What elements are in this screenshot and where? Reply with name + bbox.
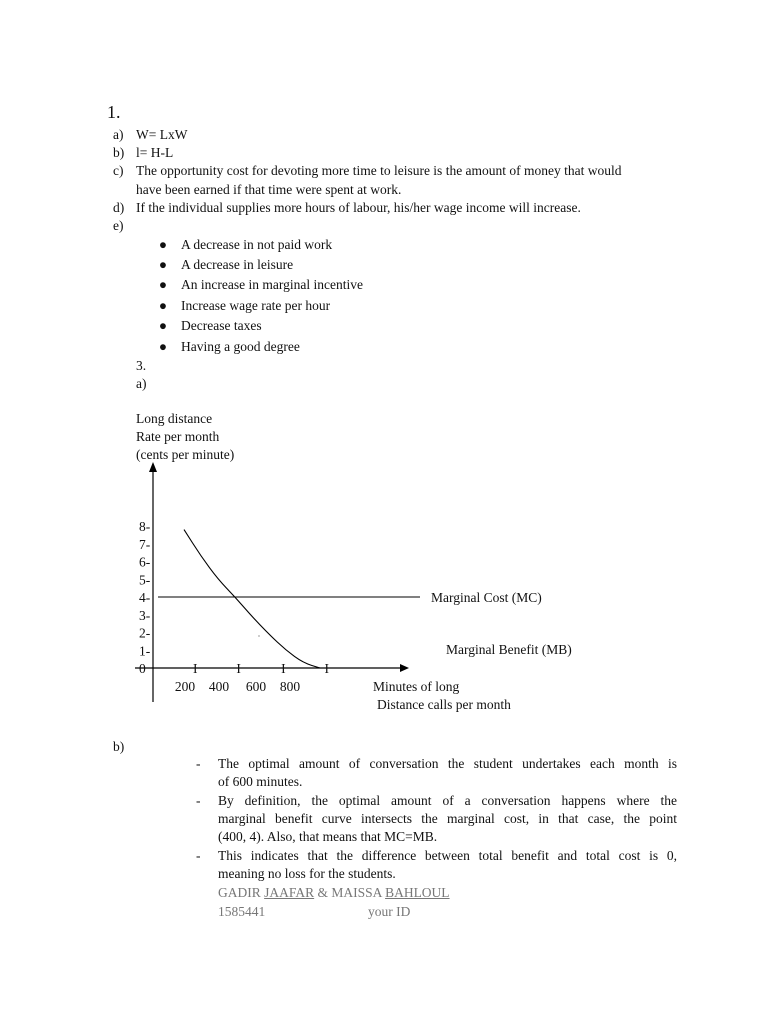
answer-3 [218, 847, 677, 883]
answer-2 [218, 792, 677, 846]
x-tick-mark: I [324, 661, 329, 676]
y-tick-label: 7- [139, 536, 151, 552]
item-d-text: If the individual supplies more hours of labour, his/her wage income will increase. [136, 200, 581, 215]
author-names [218, 884, 450, 902]
x-tick-mark: I [281, 661, 286, 676]
bullet-item: A decrease in not paid work [181, 237, 333, 252]
y-tick-label: 3- [139, 607, 151, 623]
author-ampersand: & [317, 885, 329, 900]
bullet-item: Decrease taxes [181, 318, 262, 333]
y-tick-label: 2- [139, 625, 151, 641]
student-id-placeholder: your ID [368, 904, 411, 919]
x-tick-label: 400 [208, 679, 230, 694]
item-c-label: c) [113, 163, 124, 178]
answer-3-line2: meaning no loss for the students. [218, 866, 396, 881]
bullet-item: Having a good degree [181, 339, 300, 354]
bullet-item: A decrease in leisure [181, 257, 294, 272]
question-3-number: 3. [136, 358, 147, 373]
bullet-icon: ● [158, 298, 168, 313]
y-tick-label: 5- [139, 572, 151, 588]
item-a-label: a) [113, 127, 124, 142]
answer-dash: - [196, 848, 201, 863]
coauthor-last-name: BAHLOUL [385, 885, 450, 900]
stray-dot [258, 635, 259, 636]
answer-1 [218, 755, 677, 791]
item-b-text: l= H-L [136, 145, 174, 160]
bullet-icon: ● [158, 339, 168, 354]
bullet-icon: ● [158, 237, 168, 252]
x-axis-arrow-icon [400, 664, 409, 672]
item-d-label: d) [113, 200, 125, 215]
answer-2-line1: By definition, the optimal amount of a conversation happens where the [218, 793, 677, 808]
y-axis-arrow-icon [149, 462, 157, 472]
author-first-name: GADIR [218, 885, 261, 900]
question-3a-label: a) [136, 376, 147, 391]
mb-series-label: Marginal Benefit (MB) [446, 642, 572, 657]
answer-dash: - [196, 793, 201, 808]
x-tick-label: 600 [245, 679, 267, 694]
y-tick-label: 8- [139, 519, 151, 534]
chart-ylabel-line1: Long distance [136, 411, 213, 426]
bullet-icon: ● [158, 318, 168, 333]
x-tick-label: 800 [279, 679, 301, 694]
bullet-item: Increase wage rate per hour [181, 298, 331, 313]
chart-ylabel-line2: Rate per month [136, 429, 220, 444]
chart-xlabel-line2: Distance calls per month [377, 697, 511, 712]
answer-2-line2: marginal benefit curve intersects the marginal cost, in that case, the point [218, 811, 677, 826]
chart-ylabel-line3: (cents per minute) [136, 447, 235, 462]
bullet-icon: ● [158, 277, 168, 292]
y-tick-label: 0 [139, 661, 146, 676]
item-c-text-line1: The opportunity cost for devoting more time to leisure is the amount of money that would [136, 163, 622, 178]
chart-xlabel-line1: Minutes of long [373, 679, 460, 694]
mb-curve [184, 530, 320, 668]
x-tick-label: 200 [174, 679, 196, 694]
author-last-name: JAAFAR [264, 885, 315, 900]
answer-1-line2: of 600 minutes. [218, 774, 303, 789]
y-tick-label: 6- [139, 554, 151, 570]
answer-3-line1: This indicates that the difference between total benefit and total cost is 0, [218, 848, 677, 863]
student-id: 1585441 [218, 904, 266, 919]
item-c-text-line2: have been earned if that time were spent at work. [136, 182, 402, 197]
answer-2-line3: (400, 4). Also, that means that MC=MB. [218, 829, 438, 844]
coauthor-first-name: MAISSA [331, 885, 382, 900]
bullet-icon: ● [158, 257, 168, 272]
question-3b-label: b) [113, 739, 125, 754]
answer-dash: - [196, 756, 201, 771]
y-tick-label: 4- [139, 590, 151, 605]
item-a-text: W= LxW [136, 127, 188, 142]
y-tick-label: 1- [139, 643, 151, 659]
page-heading: 1. [107, 102, 121, 122]
x-tick-mark: I [193, 661, 198, 676]
x-tick-mark: I [236, 661, 241, 676]
bullet-item: An increase in marginal incentive [181, 277, 363, 292]
mc-series-label: Marginal Cost (MC) [431, 590, 542, 605]
answer-1-line1: The optimal amount of conversation the student undertakes each month is [218, 756, 677, 771]
item-e-label: e) [113, 218, 124, 233]
item-b-label: b) [113, 145, 125, 160]
